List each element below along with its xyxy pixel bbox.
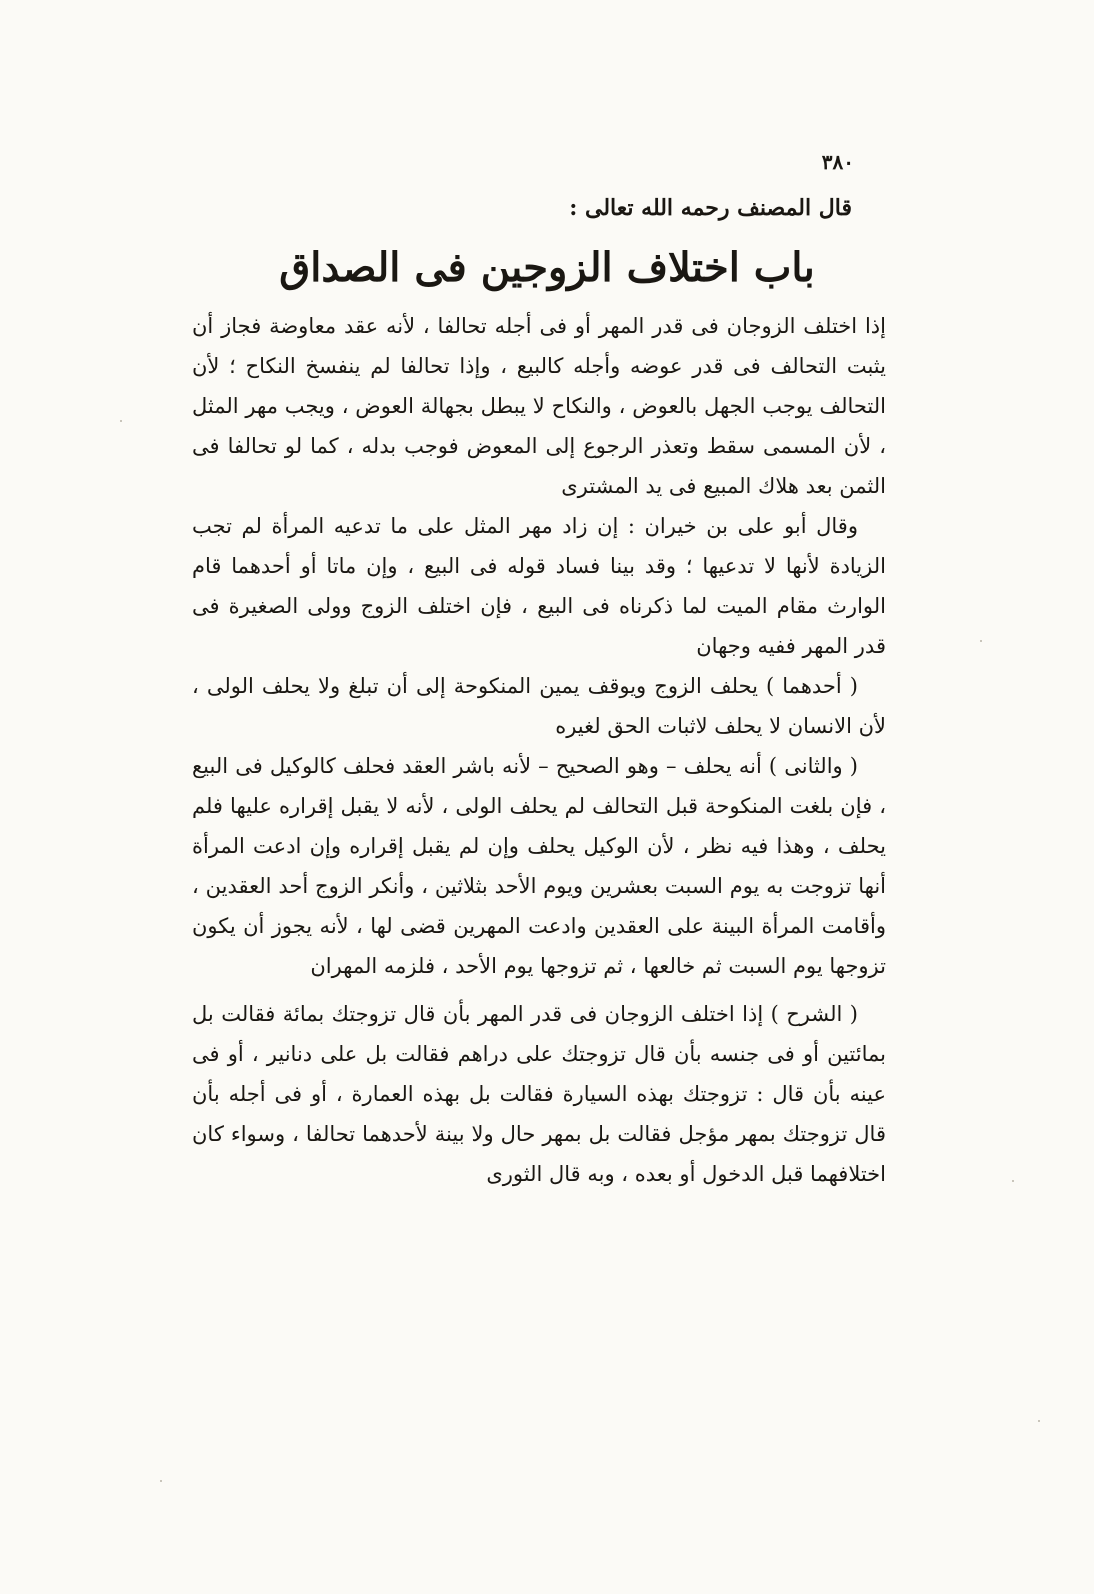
paper-speck [160, 1480, 162, 1482]
paragraph-disagreement-rule: إذا اختلف الزوجان فى قدر المهر أو فى أجله تحالفا ، لأنه عقد معاوضة فجاز أن يثبت التحالف فى قدر عوضه وأجله كالبيع ، وإذا تحالفا لم ينفسخ النكاح ؛ لأن التحالف يوجب الجهل بالعوض ، والنكاح لا يبطل بجهالة العوض ، ويجب مهر المثل ، لأن المسمى سقط وتعذر الرجوع إلى المعوض فوجب بدله ، كما لو تحالفا فى الثمن بعد هلاك المبيع فى يد المشترى [192, 314, 886, 498]
paragraph-commentary: ( الشرح ) إذا اختلف الزوجان فى قدر المهر بأن قال تزوجتك بمائة فقالت بل بمائتين أو فى جنسه بأن قال تزوجتك على دراهم فقالت بل على دنانير ، أو فى عينه بأن قال : تزوجتك بهذه السيارة فقالت بل بهذه العمارة ، أو فى أجله بأن قال تزوجتك بمهر مؤجل فقالت بل بمهر حال ولا بينة لأحدهما تحالفا ، وسواء كان اختلافهما قبل الدخول أو بعده ، وبه قال الثورى [192, 1002, 886, 1186]
chapter-title: باب اختلاف الزوجين فى الصداق [279, 244, 815, 291]
author-intro-line: قال المصنف رحمه الله تعالى : [569, 195, 852, 221]
paper-speck [980, 640, 982, 642]
body-text [192, 306, 886, 1194]
paper-speck [1012, 1180, 1014, 1182]
paper-speck [1038, 1420, 1040, 1422]
paragraph-ibn-khairan-view: وقال أبو على بن خيران : إن زاد مهر المثل على ما تدعيه المرأة لم تجب الزيادة لأنها لا تدعيها ؛ وقد بينا فساد قوله فى البيع ، وإن ماتا أو أحدهما قام الوارث مقام الميت لما ذكرناه فى البيع ، فإن اختلف الزوج وولى الصغيرة فى قدر المهر ففيه وجهان [192, 514, 886, 658]
page-number: ٣٨٠ [821, 150, 854, 174]
paper-speck [120, 420, 122, 422]
paragraph-first-opinion: ( أحدهما ) يحلف الزوج ويوقف يمين المنكوحة إلى أن تبلغ ولا يحلف الولى ، لأن الانسان لا يحلف لاثبات الحق لغيره [192, 674, 886, 738]
paragraph-second-opinion: ( والثانى ) أنه يحلف – وهو الصحيح – لأنه باشر العقد فحلف كالوكيل فى البيع ، فإن بلغت المنكوحة قبل التحالف لم يحلف الولى ، لأنه لا يقبل إقراره عليها فلم يحلف ، وهذا فيه نظر ، لأن الوكيل يحلف وإن لم يقبل إقراره وإن ادعت المرأة أنها تزوجت به يوم السبت بعشرين ويوم الأحد بثلاثين ، وأنكر الزوج أحد العقدين ، وأقامت المرأة البينة على العقدين وادعت المهرين قضى لها ، لأنه يجوز أن يكون تزوجها يوم السبت ثم خالعها ، ثم تزوجها يوم الأحد ، فلزمه المهران [192, 754, 886, 978]
